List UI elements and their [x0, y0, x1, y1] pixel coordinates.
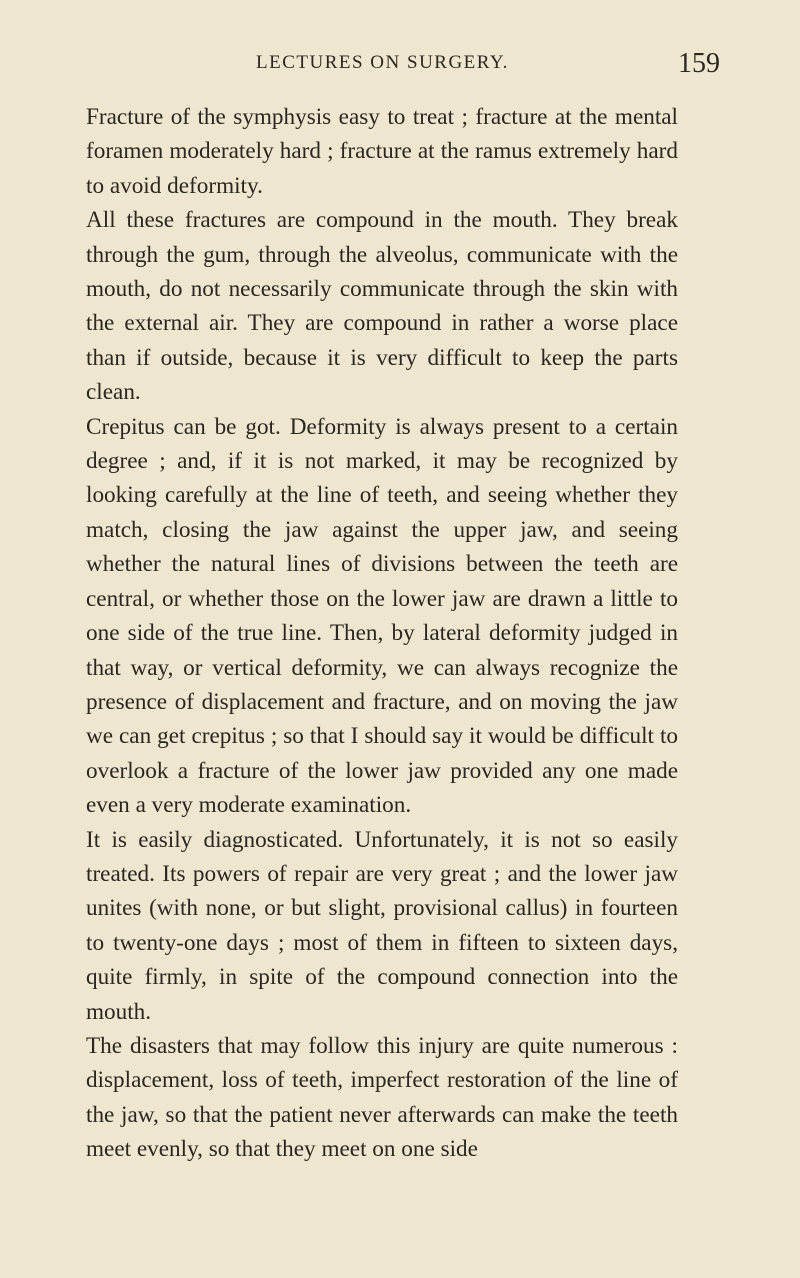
page-number: 159: [678, 48, 720, 79]
paragraph: The disasters that may follow this injury are quite numerous : displacement, loss of teeth, imperfect restoration of the line of the jaw, so that the patient never afterwards can make the teeth meet evenly, so that they meet on one side: [86, 1032, 678, 1163]
paragraph: Fracture of the symphysis easy to treat ; fracture at the mental foramen moderately hard ; fracture at the ramus extremely hard to avoid deformity.: [86, 104, 678, 199]
paragraph: All these fractures are compound in the mouth. They break through the gum, through the alveolus, communicate with the mouth, do not necessarily communicate through the skin with the external air. They are compound in rather a worse place than if outside, because it is very difficult to keep the parts clean.: [86, 207, 678, 406]
running-head: [86, 48, 720, 82]
paragraph: It is easily diagnosticated. Unfortunately, it is not so easily treated. Its powers of repair are very great ; and the lower jaw unites (with none, or but slight, provisional callus) in fourteen to twenty-one days ; most of them in fifteen to sixteen days, quite firmly, in spite of the compound connection into the mouth.: [86, 826, 678, 1025]
body-text: [86, 100, 678, 1167]
paragraph: Crepitus can be got. Deformity is always present to a certain degree ; and, if it is not marked, it may be recognized by looking carefully at the line of teeth, and seeing whether they match, closing the jaw against the upper jaw, and seeing whether the natural lines of divisions between the teeth are central, or whether those on the lower jaw are drawn a little to one side of the true line. Then, by lateral deformity judged in that way, or vertical deformity, we can always recognize the presence of displacement and fracture, and on moving the jaw we can get crepitus ; so that I should say it would be difficult to overlook a fracture of the lower jaw provided any one made even a very moderate examination.: [86, 413, 678, 819]
running-title: LECTURES ON SURGERY.: [256, 52, 509, 73]
